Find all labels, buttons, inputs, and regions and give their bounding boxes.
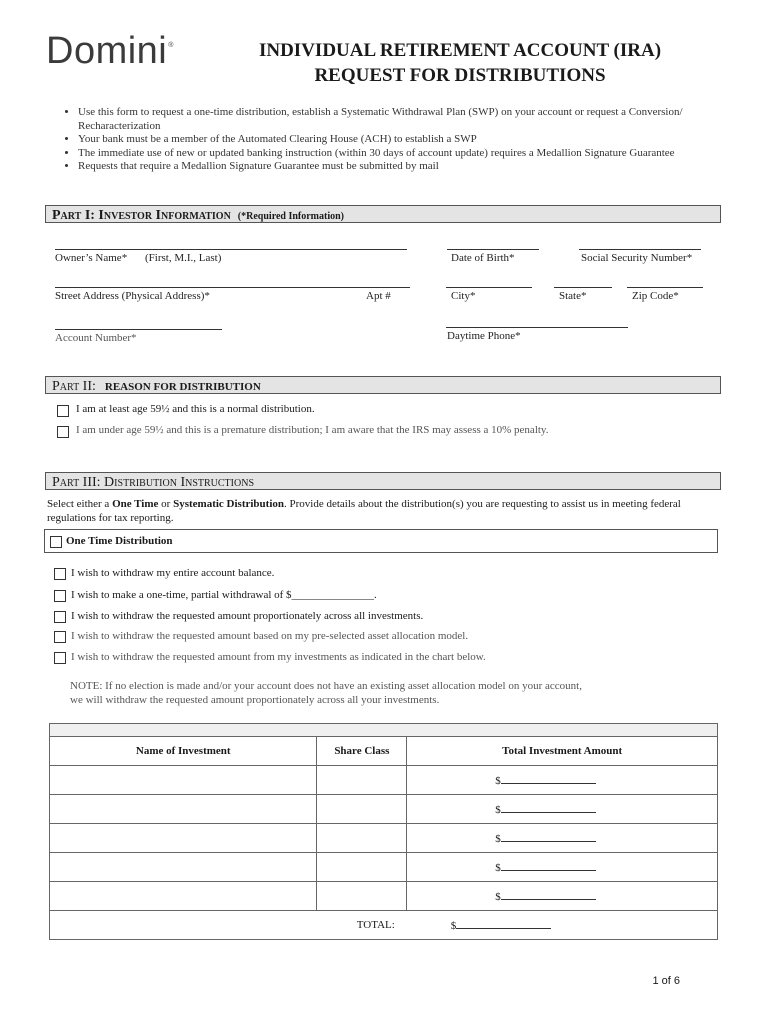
zip-field[interactable] <box>627 287 703 288</box>
part3-intro: Select either a One Time or Systematic Distribution. Provide details about the distribution(s) you are requesting to assist us in meeting federal regulations for tax reporting. <box>47 498 681 524</box>
entire-balance-checkbox[interactable] <box>54 568 66 580</box>
instruction-item: • Your bank must be a member of the Automated Clearing House (ACH) to establish a SWP <box>78 133 738 147</box>
table-total-row <box>50 911 718 940</box>
account-number-label: Account Number* <box>55 332 137 344</box>
amount-cell[interactable]: $ <box>407 824 718 853</box>
zip-label: Zip Code* <box>632 290 679 302</box>
investment-table <box>49 723 718 940</box>
daytime-phone-field[interactable] <box>446 327 628 328</box>
form-title-line1: INDIVIDUAL RETIREMENT ACCOUNT (IRA) <box>258 40 662 61</box>
proportionate-checkbox[interactable] <box>54 611 66 623</box>
apt-label: Apt # <box>366 290 391 302</box>
ssn-label: Social Security Number* <box>581 252 693 264</box>
chart-below-checkbox[interactable] <box>54 652 66 664</box>
state-field[interactable] <box>554 287 612 288</box>
part2-prefix: Part II: <box>52 379 96 394</box>
table-top-band <box>50 724 718 737</box>
account-number-field[interactable] <box>55 329 222 330</box>
table-row <box>50 824 718 853</box>
table-row <box>50 795 718 824</box>
total-label: TOTAL: <box>50 911 407 940</box>
investment-name-cell[interactable] <box>50 795 317 824</box>
form-title <box>240 38 680 88</box>
page-number: 1 of 6 <box>652 975 680 987</box>
part2-header <box>45 376 721 394</box>
instruction-item: • Requests that require a Medallion Signature Guarantee must be submitted by mail <box>78 160 738 174</box>
table-row <box>50 882 718 911</box>
table-header-row <box>50 737 718 766</box>
dob-field[interactable] <box>447 249 539 250</box>
instruction-item: • Use this form to request a one-time distribution, establish a Systematic Withdrawal Plan (SWP) on your account or request a Conversion/ Recharacterization <box>78 106 738 133</box>
owners-name-label: Owner’s Name* <box>55 252 128 264</box>
entire-balance-label: I wish to withdraw my entire account balance. <box>71 567 275 579</box>
partial-withdrawal-checkbox[interactable] <box>54 590 66 602</box>
proportionate-label: I wish to withdraw the requested amount proportionately across all investments. <box>71 610 424 622</box>
table-row <box>50 853 718 882</box>
investment-name-cell[interactable] <box>50 824 317 853</box>
instructions-list <box>60 106 738 174</box>
street-field[interactable] <box>55 287 410 288</box>
amount-cell[interactable]: $ <box>407 853 718 882</box>
investment-name-cell[interactable] <box>50 766 317 795</box>
normal-distribution-checkbox[interactable] <box>57 405 69 417</box>
part2-title: REASON FOR DISTRIBUTION <box>104 381 261 393</box>
amount-cell[interactable]: $ <box>407 766 718 795</box>
one-time-distribution-checkbox[interactable] <box>50 536 62 548</box>
total-amount-cell[interactable]: $ <box>407 911 718 940</box>
chart-below-label: I wish to withdraw the requested amount from my investments as indicated in the chart below. <box>71 651 486 663</box>
form-title-line2: REQUEST FOR DISTRIBUTIONS <box>314 65 606 86</box>
state-label: State* <box>559 290 587 302</box>
part3-title: Part III: Distribution Instructions <box>52 475 255 490</box>
street-label: Street Address (Physical Address)* <box>55 290 210 302</box>
share-class-cell[interactable] <box>317 853 407 882</box>
city-label: City* <box>451 290 476 302</box>
col-share-class: Share Class <box>317 737 407 766</box>
city-field[interactable] <box>446 287 532 288</box>
share-class-cell[interactable] <box>317 795 407 824</box>
dob-label: Date of Birth* <box>451 252 515 264</box>
table-row <box>50 766 718 795</box>
instruction-item: • The immediate use of new or updated banking instruction (within 30 days of account update) requires a Medallion Signature Guarantee <box>78 147 738 161</box>
col-total-investment-amount: Total Investment Amount <box>407 737 718 766</box>
domini-logo: Domini® <box>46 30 174 72</box>
investment-name-cell[interactable] <box>50 853 317 882</box>
amount-cell[interactable]: $ <box>407 882 718 911</box>
ssn-field[interactable] <box>579 249 701 250</box>
premature-distribution-label: I am under age 59½ and this is a premature distribution; I am aware that the IRS may assess a 10% penalty. <box>76 424 549 436</box>
premature-distribution-checkbox[interactable] <box>57 426 69 438</box>
share-class-cell[interactable] <box>317 766 407 795</box>
daytime-phone-label: Daytime Phone* <box>447 330 521 342</box>
partial-withdrawal-label: I wish to make a one-time, partial withdrawal of $_______________. <box>71 589 377 601</box>
investment-name-cell[interactable] <box>50 882 317 911</box>
part1-header <box>45 205 721 223</box>
normal-distribution-label: I am at least age 59½ and this is a normal distribution. <box>76 403 315 415</box>
owners-name-hint: (First, M.I., Last) <box>145 252 222 264</box>
share-class-cell[interactable] <box>317 824 407 853</box>
allocation-model-label: I wish to withdraw the requested amount based on my pre-selected asset allocation model. <box>71 630 469 642</box>
col-name-of-investment: Name of Investment <box>50 737 317 766</box>
one-time-distribution-label: One Time Distribution <box>66 535 173 547</box>
allocation-model-checkbox[interactable] <box>54 631 66 643</box>
part3-header <box>45 472 721 490</box>
allocation-note: NOTE: If no election is made and/or your account does not have an existing asset allocation model on your account, we will withdraw the requested amount proportionately across all your investments. <box>70 680 582 706</box>
owners-name-field[interactable] <box>55 249 407 250</box>
part1-note: (*Required Information) <box>237 211 344 222</box>
part1-title: Part I: Investor Information <box>52 208 231 223</box>
amount-cell[interactable]: $ <box>407 795 718 824</box>
share-class-cell[interactable] <box>317 882 407 911</box>
